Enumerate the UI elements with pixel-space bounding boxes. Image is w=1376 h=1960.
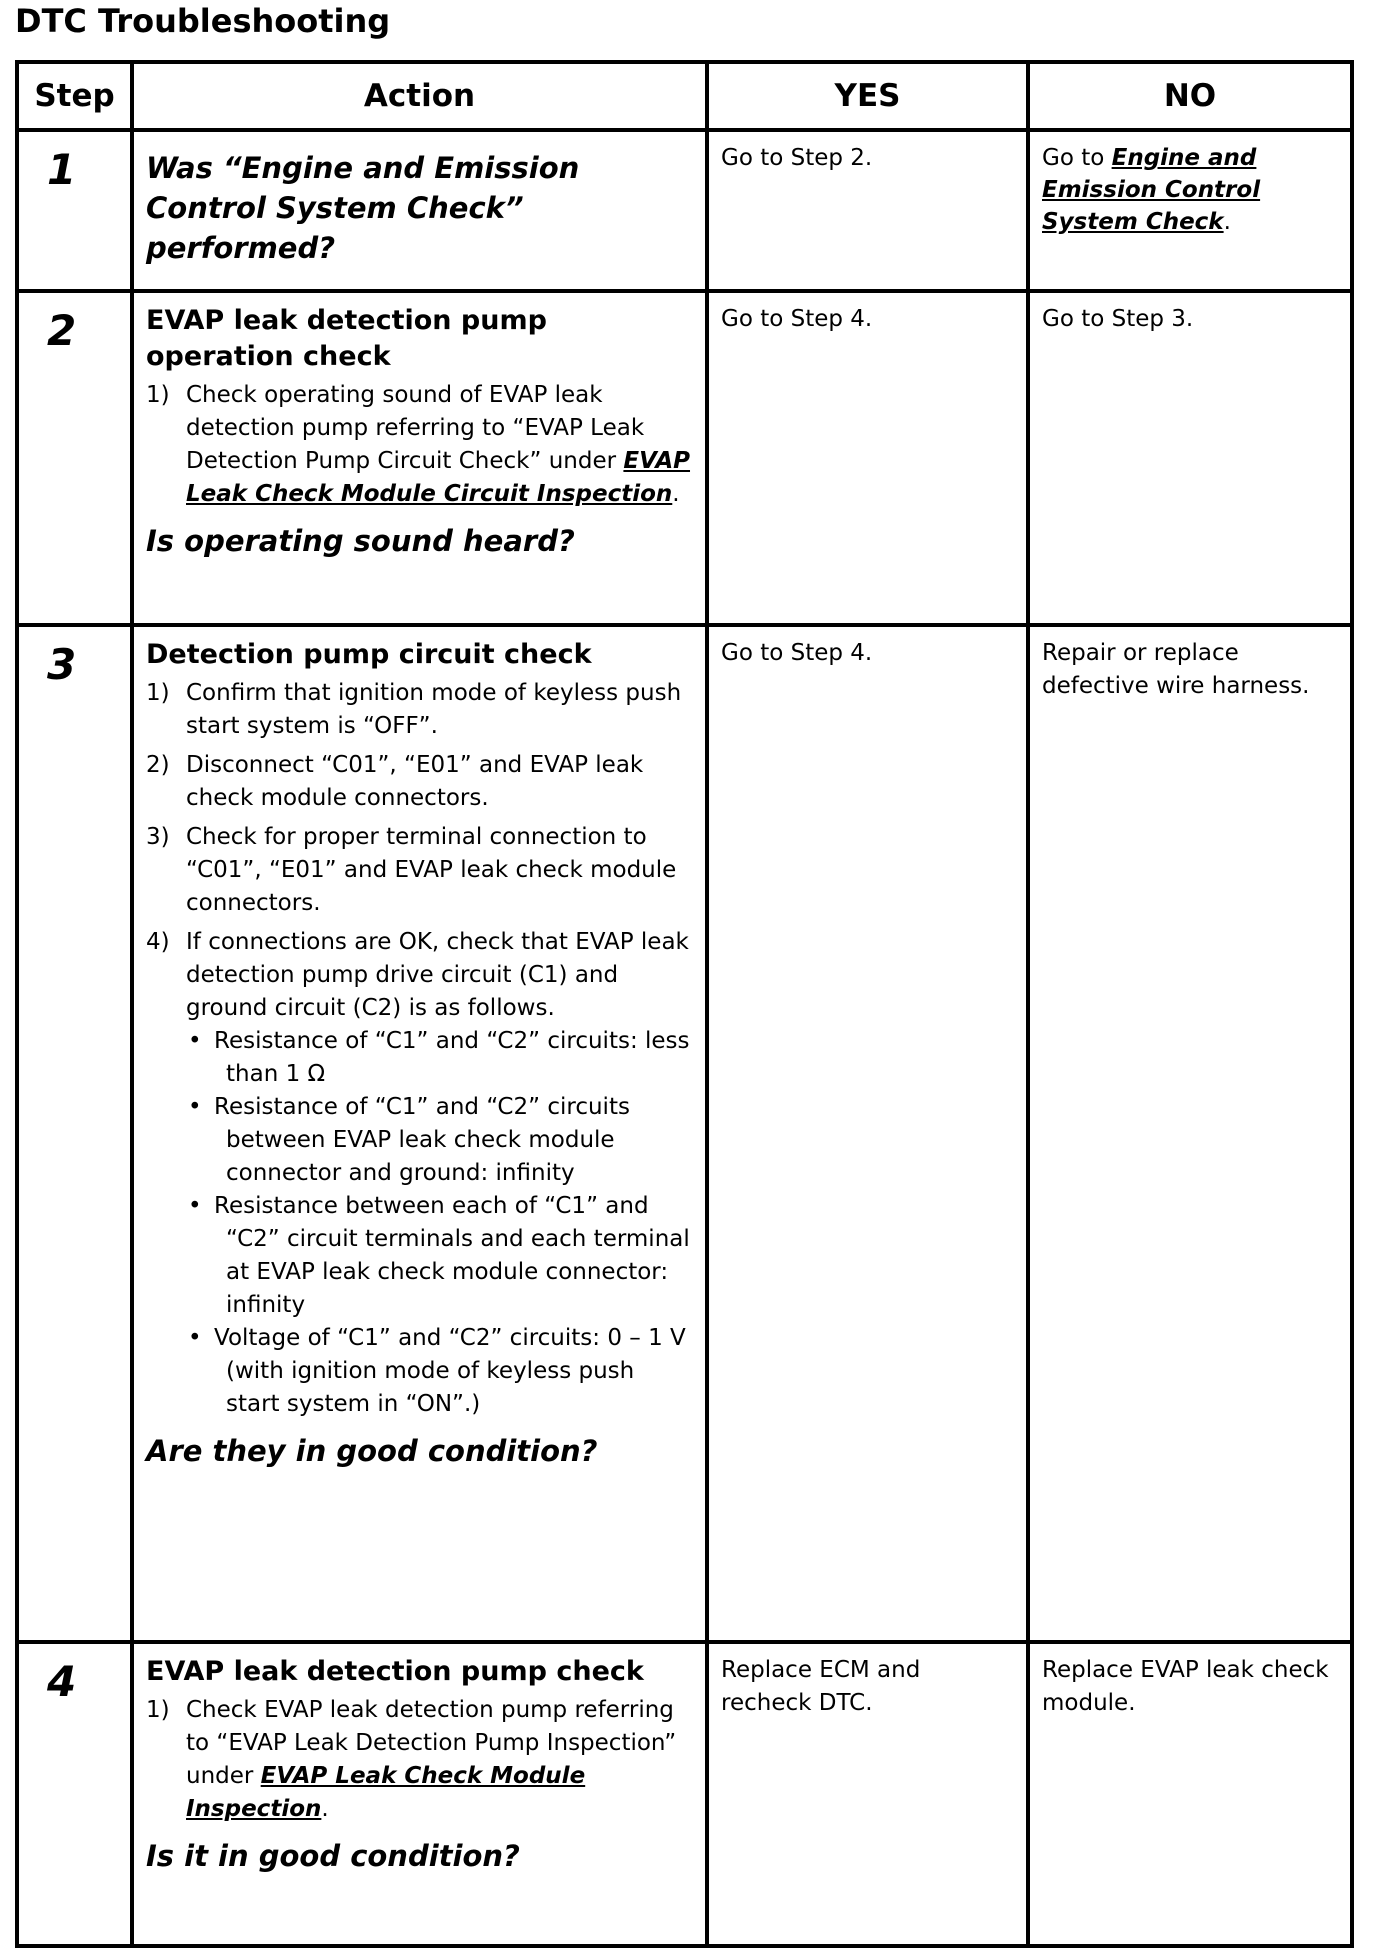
step-number: 2 bbox=[17, 291, 132, 625]
table-row bbox=[17, 291, 1352, 625]
item-text: Check for proper terminal connection to “C01”, “E01” and EVAP leak check module connectors. bbox=[186, 824, 677, 916]
table-row bbox=[17, 625, 1352, 1642]
item-number: 2) bbox=[146, 752, 170, 778]
list-item bbox=[146, 1694, 693, 1826]
step-heading: EVAP leak detection pump operation check bbox=[146, 305, 547, 372]
bullet-text: Resistance of “C1” and “C2” circuits between EVAP leak check module connector and ground: infinity bbox=[214, 1094, 630, 1186]
header-action: Action bbox=[132, 62, 707, 130]
action-cell bbox=[132, 130, 707, 291]
yes-cell: Go to Step 4. bbox=[707, 625, 1028, 1642]
table-row bbox=[17, 130, 1352, 291]
item-text: . bbox=[672, 481, 680, 507]
step-heading: Detection pump circuit check bbox=[146, 639, 592, 670]
bullet-item bbox=[186, 1091, 693, 1190]
bullet-text: Resistance between each of “C1” and “C2” circuit terminals and each terminal at EVAP leak check module connector: infinity bbox=[214, 1193, 690, 1318]
list-item bbox=[146, 749, 693, 815]
header-yes: YES bbox=[707, 62, 1028, 130]
question: Is it in good condition? bbox=[146, 1839, 520, 1873]
bullet-item bbox=[186, 1190, 693, 1322]
step-number: 1 bbox=[17, 130, 132, 291]
evap-module-inspection-link[interactable]: EVAP Leak Check Module Inspection bbox=[186, 1763, 586, 1822]
item-number: 1) bbox=[146, 680, 170, 706]
no-cell bbox=[1028, 130, 1352, 291]
table-row bbox=[17, 1642, 1352, 1946]
step-number: 3 bbox=[17, 625, 132, 1642]
header-step: Step bbox=[17, 62, 132, 130]
bullet-icon: • bbox=[188, 1325, 202, 1351]
yes-cell: Go to Step 4. bbox=[707, 291, 1028, 625]
no-cell: Replace EVAP leak check module. bbox=[1028, 1642, 1352, 1946]
dtc-table bbox=[15, 60, 1354, 1948]
item-text: Check EVAP leak detection pump referring to “EVAP Leak Detection Pump Inspection” under bbox=[186, 1697, 677, 1789]
item-text: . bbox=[321, 1796, 329, 1822]
bullet-text: Voltage of “C1” and “C2” circuits: 0 – 1 V (with ignition mode of keyless push start system in “ON”.) bbox=[214, 1325, 686, 1417]
header-row bbox=[17, 62, 1352, 130]
bullet-item bbox=[186, 1025, 693, 1091]
bullet-text: Resistance of “C1” and “C2” circuits: less than 1 Ω bbox=[214, 1028, 690, 1087]
question: Is operating sound heard? bbox=[146, 524, 575, 558]
item-number: 4) bbox=[146, 929, 170, 955]
bullet-icon: • bbox=[188, 1193, 202, 1219]
step-heading: EVAP leak detection pump check bbox=[146, 1656, 644, 1687]
list-item bbox=[146, 926, 693, 1421]
header-no: NO bbox=[1028, 62, 1352, 130]
step-number: 4 bbox=[17, 1642, 132, 1946]
yes-cell: Replace ECM and recheck DTC. bbox=[707, 1642, 1028, 1946]
bullet-item bbox=[186, 1322, 693, 1421]
bullet-icon: • bbox=[188, 1028, 202, 1054]
item-number: 1) bbox=[146, 1697, 170, 1723]
action-cell bbox=[132, 1642, 707, 1946]
item-text: Confirm that ignition mode of keyless push start system is “OFF”. bbox=[186, 680, 682, 739]
action-cell bbox=[132, 625, 707, 1642]
list-item bbox=[146, 379, 693, 511]
action-cell bbox=[132, 291, 707, 625]
no-cell: Repair or replace defective wire harness. bbox=[1028, 625, 1352, 1642]
bullet-icon: • bbox=[188, 1094, 202, 1120]
page-title: DTC Troubleshooting bbox=[15, 2, 391, 40]
list-item bbox=[146, 821, 693, 920]
item-number: 3) bbox=[146, 824, 170, 850]
item-number: 1) bbox=[146, 382, 170, 408]
evap-circuit-inspection-link[interactable]: EVAP Leak Check Module Circuit Inspection bbox=[186, 448, 691, 507]
item-text: Check operating sound of EVAP leak detection pump referring to “EVAP Leak Detection Pump Circuit Check” under bbox=[186, 382, 645, 474]
no-text: . bbox=[1223, 209, 1231, 235]
item-text: If connections are OK, check that EVAP leak detection pump drive circuit (C1) and ground circuit (C2) is as follows. bbox=[186, 929, 689, 1021]
question: Are they in good condition? bbox=[146, 1434, 598, 1468]
item-text: Disconnect “C01”, “E01” and EVAP leak check module connectors. bbox=[186, 752, 644, 811]
question: Was “Engine and Emission Control System Check” performed? bbox=[146, 151, 580, 265]
yes-cell: Go to Step 2. bbox=[707, 130, 1028, 291]
no-cell: Go to Step 3. bbox=[1028, 291, 1352, 625]
no-text: Go to bbox=[1042, 145, 1112, 171]
engine-emission-check-link[interactable]: Engine and Emission Control System Check bbox=[1042, 145, 1261, 235]
list-item bbox=[146, 677, 693, 743]
